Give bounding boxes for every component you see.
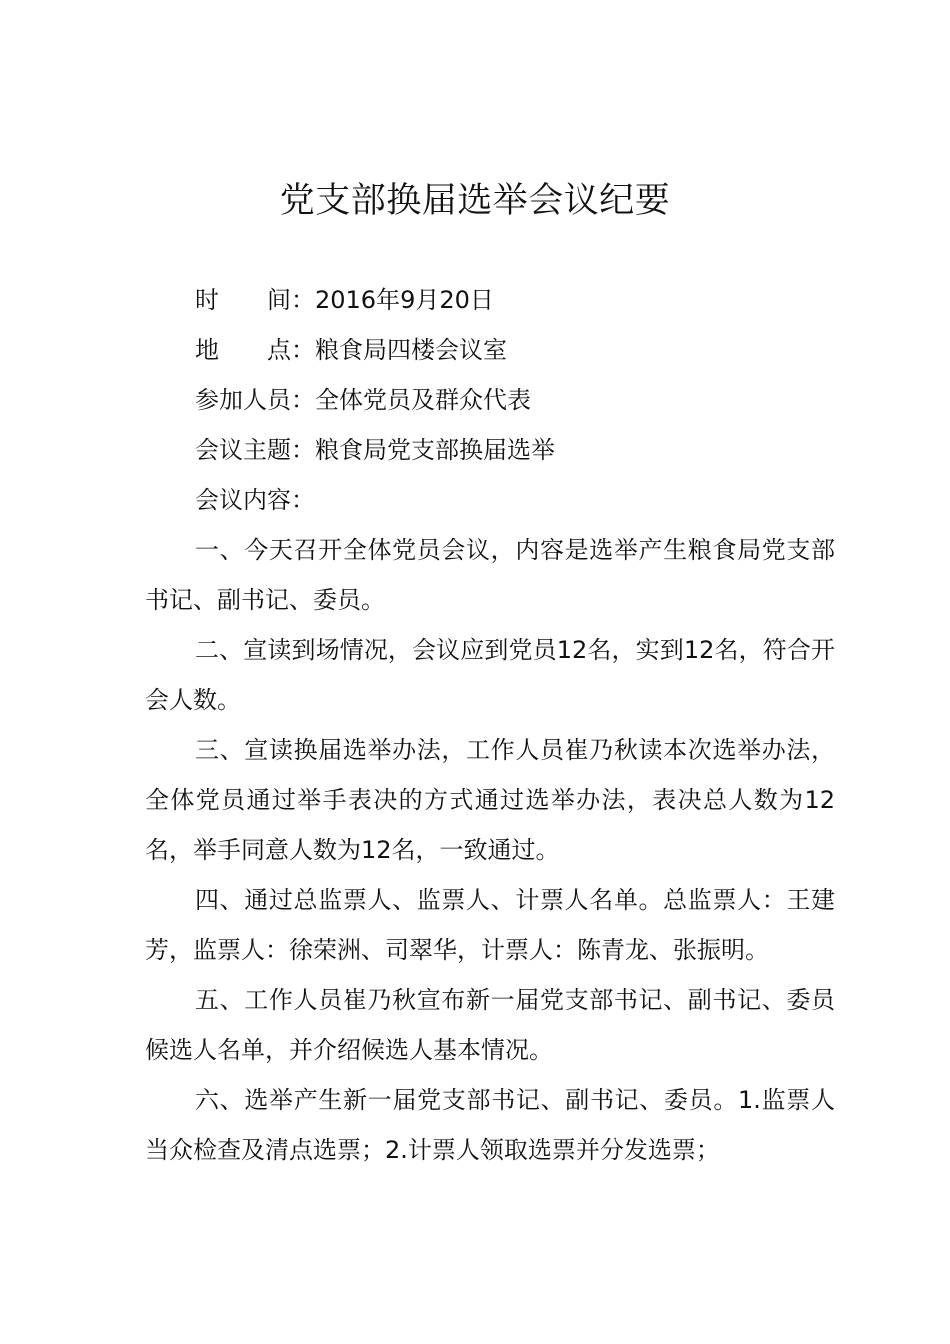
meta-place-label-b: 点 xyxy=(267,336,291,364)
meta-attendees-value: 全体党员及群众代表 xyxy=(315,386,531,414)
meta-attendees xyxy=(145,375,835,425)
document-body xyxy=(145,275,835,1175)
meta-time-sep: ： xyxy=(291,286,315,314)
meta-place-sep: ： xyxy=(291,336,315,364)
meta-attendees-label: 参加人员： xyxy=(195,386,315,414)
meta-time-label xyxy=(195,275,291,325)
meta-time xyxy=(145,275,835,325)
meta-place-label-a: 地 xyxy=(195,336,219,364)
meta-time-label-b: 间 xyxy=(267,286,291,314)
meta-place xyxy=(145,325,835,375)
meta-topic-value: 粮食局党支部换届选举 xyxy=(315,436,555,464)
meta-place-value: 粮食局四楼会议室 xyxy=(315,336,507,364)
meta-content-label: 会议内容： xyxy=(195,486,315,514)
paragraph-1: 一、今天召开全体党员会议，内容是选举产生粮食局党支部书记、副书记、委员。 xyxy=(145,536,835,614)
meta-time-value: 2016年9月20日 xyxy=(315,286,494,314)
meta-time-label-a: 时 xyxy=(195,286,219,314)
paragraph-3: 三、宣读换届选举办法，工作人员崔乃秋读本次选举办法，全体党员通过举手表决的方式通过选举办法，表决总人数为12名，举手同意人数为12名，一致通过。 xyxy=(145,736,835,864)
paragraph-4: 四、通过总监票人、监票人、计票人名单。总监票人：王建芳，监票人：徐荣洲、司翠华，计票人：陈青龙、张振明。 xyxy=(145,886,835,964)
meta-topic xyxy=(145,425,835,475)
meta-topic-label: 会议主题： xyxy=(195,436,315,464)
meta-place-label xyxy=(195,325,291,375)
paragraph-2: 二、宣读到场情况，会议应到党员12名，实到12名，符合开会人数。 xyxy=(145,636,835,714)
document-title: 党支部换届选举会议纪要 xyxy=(279,181,671,221)
paragraph-6: 六、选举产生新一届党支部书记、副书记、委员。1.监票人当众检查及清点选票；2.计票人领取选票并分发选票； xyxy=(145,1086,835,1164)
paragraph-5: 五、工作人员崔乃秋宣布新一届党支部书记、副书记、委员候选人名单，并介绍候选人基本情况。 xyxy=(145,986,835,1064)
